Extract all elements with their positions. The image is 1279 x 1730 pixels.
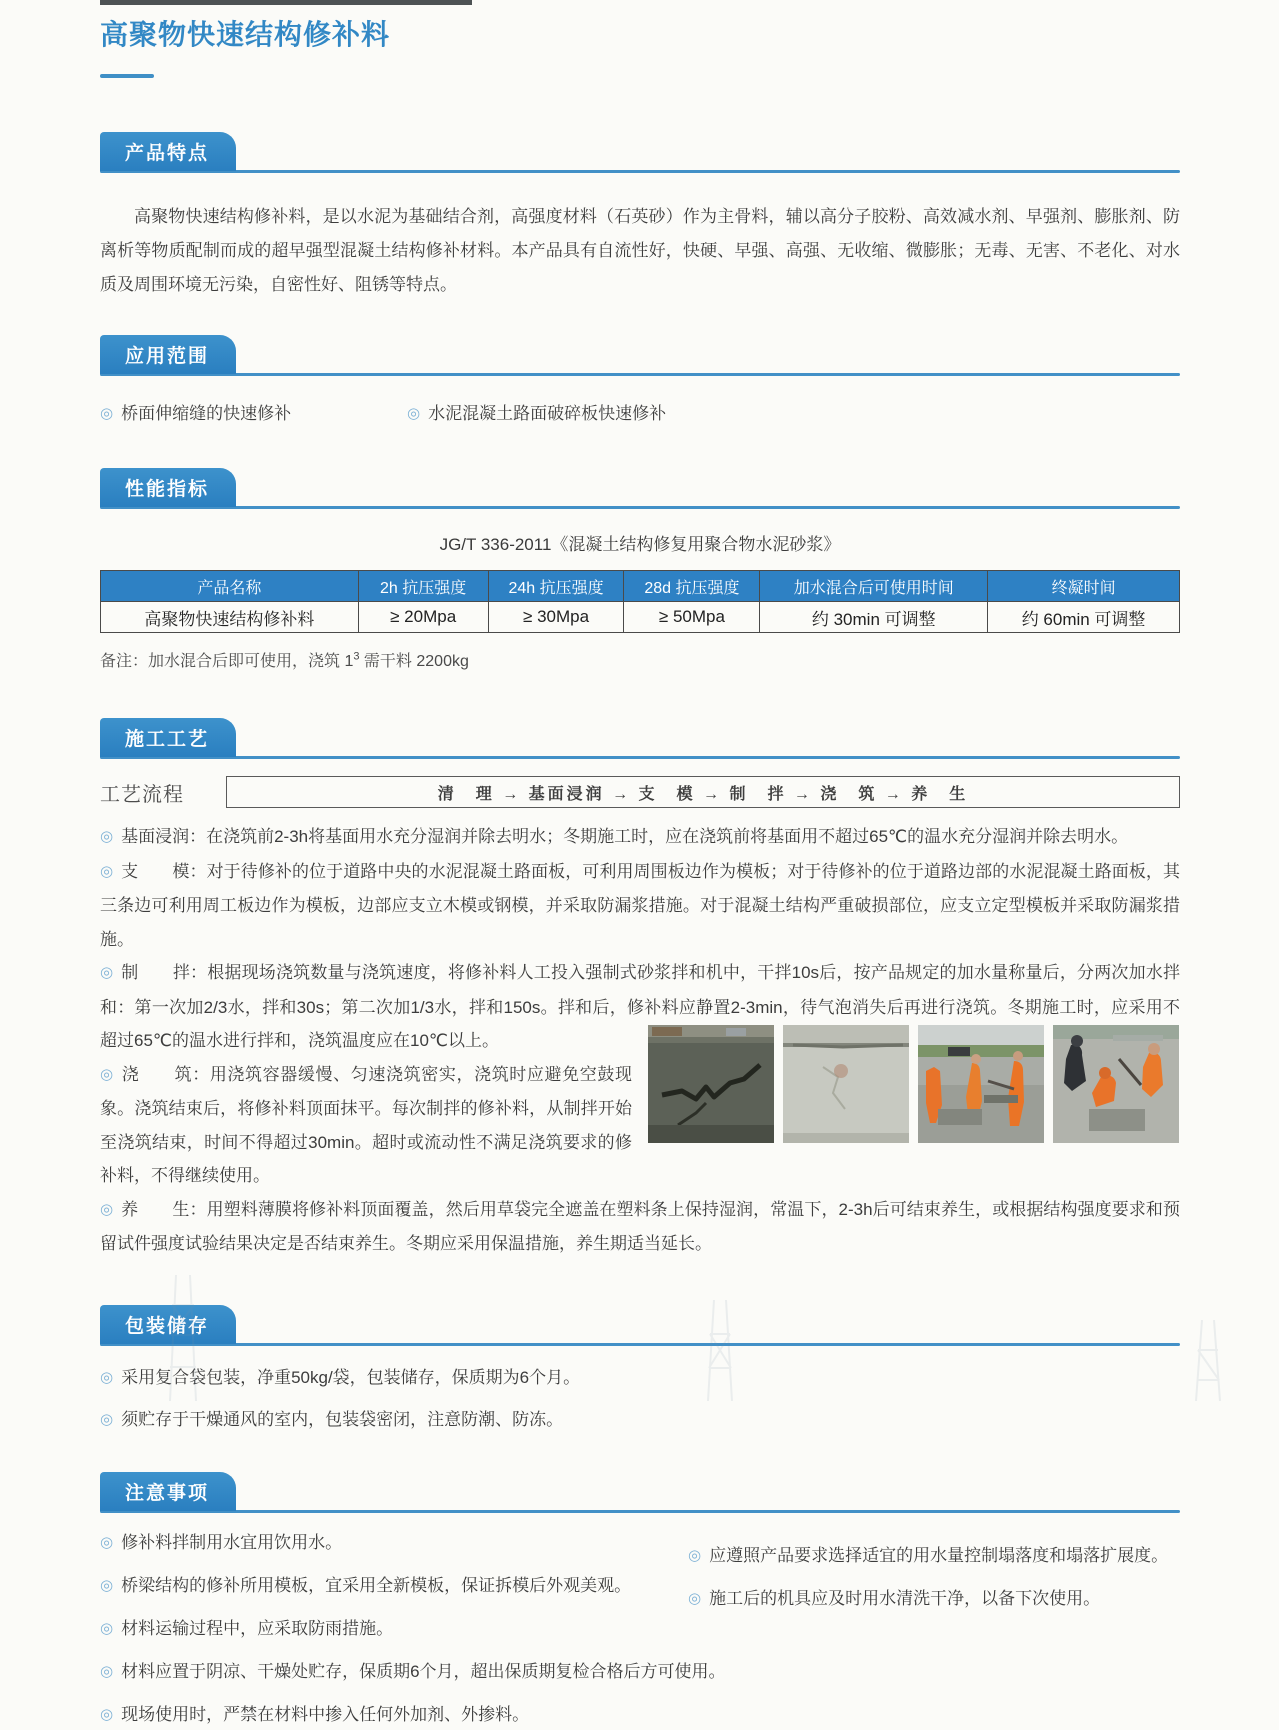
table-header-cell: 24h 抗压强度 <box>488 571 624 602</box>
note-item <box>100 1700 1180 1730</box>
section-header <box>100 335 1180 376</box>
section-packaging <box>100 1305 1180 1435</box>
cracked-concrete-slab-photo <box>783 1025 909 1143</box>
step-text: 用塑料薄膜将修补料顶面覆盖，然后用草袋完全遮盖在塑料条上保持湿润，常温下，2-3h后可结束养生，或根据结构强度要求和预留试件强度试验结果决定是否结束养生。冬期应采用保温措施，养生期适当延长。 <box>100 1199 1180 1253</box>
application-item <box>100 399 407 429</box>
section-rule <box>100 1343 1180 1346</box>
ring-bullet-icon: ◎ <box>688 1546 702 1564</box>
cracked-asphalt-pavement-photo <box>648 1025 774 1143</box>
section-application <box>100 335 1180 429</box>
section-rule <box>100 506 1180 509</box>
ring-bullet-icon: ◎ <box>100 1662 114 1680</box>
section-rule <box>100 1510 1180 1513</box>
table-note-superscript: 3 <box>353 650 360 663</box>
step-term: 养 生： <box>121 1199 207 1219</box>
section-header <box>100 718 1180 759</box>
step-curing <box>100 1193 1180 1261</box>
note-item-text: 桥梁结构的修补所用模板，宜采用全新模板，保证拆模后外观美观。 <box>121 1575 632 1595</box>
note-item <box>688 1584 1168 1614</box>
application-item <box>407 399 666 429</box>
table-header-row <box>101 571 1180 602</box>
ring-bullet-icon: ◎ <box>100 1533 114 1551</box>
table-note <box>100 648 1180 671</box>
ring-bullet-icon: ◎ <box>100 1705 114 1723</box>
watermark-tower-sketch <box>150 1275 220 1401</box>
application-item-text: 水泥混凝土路面破碎板快速修补 <box>428 404 667 423</box>
step-text: 用浇筑容器缓慢、匀速浇筑密实，浇筑时应避免空鼓现象。浇筑结束后，将修补料顶面抹平。每次制拌的修补料，从制拌开始至浇筑结束，时间不得超过30min。超时或流动性不满足浇筑要求的修补料，不得继续使用。 <box>100 1064 633 1185</box>
notes-list <box>100 1528 1180 1730</box>
features-paragraph: 高聚物快速结构修补料，是以水泥为基础结合剂，高强度材料（石英砂）作为主骨料，辅以高分子胶粉、高效减水剂、早强剂、膨胀剂、防离析等物质配制而成的超早强型混凝土结构修补材料。本产品具有自流性好，快硬、早强、高强、无收缩、微膨胀；无毒、无害、不老化、对水质及周围环境无污染，自密性好、阻锈等特点。 <box>100 207 1180 294</box>
watermark-tower-sketch <box>1180 1320 1240 1401</box>
table-header-cell: 产品名称 <box>101 571 359 602</box>
step-term: 浇 筑： <box>121 1064 210 1084</box>
table-row <box>101 602 1180 633</box>
ring-bullet-icon: ◎ <box>688 1589 702 1607</box>
step-term: 制 拌： <box>121 963 208 982</box>
step-term: 支 模： <box>121 861 207 881</box>
ring-bullet-icon: ◎ <box>100 1576 114 1594</box>
section-tab-performance: 性能指标 <box>100 468 236 507</box>
note-item <box>100 1657 1180 1687</box>
notes-right-column <box>688 1528 1168 1614</box>
step-surface-wetting <box>100 820 1180 855</box>
note-item-text: 材料运输过程中，应采取防雨措施。 <box>121 1618 394 1638</box>
step-text: 根据现场浇筑数量与浇筑速度，将修补料人工投入强制式砂浆拌和机中，干拌10s后，按产品规定的加水量称量后，分两次加水拌和：第一次加2/3水，拌和30s；第二次加1/3水，拌和150s。拌和后，修补料应静置2-3min，待气泡消失后再进行浇筑。冬期施工时，应采用不超过65℃的温水进行拌和，浇筑温度应在10℃以上。 <box>100 963 1180 1050</box>
table-cell: 约 30min 可调整 <box>760 602 988 633</box>
table-cell: ≥ 50Mpa <box>624 602 760 633</box>
section-header <box>100 1305 1180 1346</box>
table-cell: 高聚物快速结构修补料 <box>101 602 359 633</box>
step-term: 基面浸润： <box>121 827 207 846</box>
process-flow-label: 工艺流程 <box>100 783 184 806</box>
ring-bullet-icon: ◎ <box>100 1619 114 1637</box>
ring-bullet-icon: ◎ <box>100 1368 114 1386</box>
ring-bullet-icon: ◎ <box>100 828 114 845</box>
application-item-text: 桥面伸缩缝的快速修补 <box>121 404 292 423</box>
section-tab-packaging: 包装储存 <box>100 1305 236 1344</box>
process-flow-box: 清 理 → 基面浸润 → 支 模 → 制 拌 → 浇 筑 → 养 生 <box>226 776 1180 808</box>
ring-bullet-icon: ◎ <box>100 1200 114 1218</box>
step-text: 在浇筑前2-3h将基面用水充分湿润并除去明水；冬期施工时，应在浇筑前将基面用不超过65℃的温水充分湿润并除去明水。 <box>206 827 1129 846</box>
section-tab-features: 产品特点 <box>100 132 236 171</box>
section-header <box>100 132 1180 173</box>
packaging-item-text: 采用复合袋包装，净重50kg/袋，包装储存，保质期为6个月。 <box>121 1367 581 1387</box>
note-item <box>688 1541 1168 1571</box>
table-cell: ≥ 20Mpa <box>358 602 488 633</box>
section-notes <box>100 1472 1180 1730</box>
construction-steps <box>100 820 1180 1261</box>
note-item-text: 施工后的机具应及时用水清洗干净，以备下次使用。 <box>709 1588 1101 1608</box>
ring-bullet-icon: ◎ <box>100 964 114 981</box>
section-rule <box>100 373 1180 376</box>
note-item-text: 现场使用时，严禁在材料中掺入任何外加剂、外掺料。 <box>121 1704 530 1724</box>
table-note-text: 需干料 2200kg <box>359 653 469 670</box>
table-header-cell: 28d 抗压强度 <box>624 571 760 602</box>
packaging-items <box>100 1363 1180 1435</box>
step-formwork <box>100 855 1180 957</box>
ring-bullet-icon: ◎ <box>100 862 114 880</box>
table-cell: ≥ 30Mpa <box>488 602 624 633</box>
note-item <box>100 1614 1180 1644</box>
workers-pouring-repair-material-photo <box>1053 1025 1179 1143</box>
section-header <box>100 468 1180 509</box>
section-features <box>100 132 1180 302</box>
table-header-cell: 加水混合后可使用时间 <box>760 571 988 602</box>
packaging-item <box>100 1405 1180 1435</box>
note-item-text: 材料应置于阴凉、干燥处贮存，保质期6个月，超出保质期复检合格后方可使用。 <box>121 1661 726 1681</box>
packaging-item-text: 须贮存于干燥通风的室内，包装袋密闭，注意防潮、防冻。 <box>121 1409 564 1429</box>
section-tab-application: 应用范围 <box>100 335 236 374</box>
ring-bullet-icon: ◎ <box>100 405 114 422</box>
section-tab-notes: 注意事项 <box>100 1472 236 1511</box>
section-performance <box>100 468 1180 671</box>
note-item-text: 修补料拌制用水宜用饮用水。 <box>121 1532 343 1552</box>
process-flow-row <box>100 776 1180 808</box>
packaging-item <box>100 1363 1180 1393</box>
construction-photos <box>648 1025 1180 1143</box>
ring-bullet-icon: ◎ <box>407 405 421 422</box>
standard-reference: JG/T 336-2011《混凝土结构修复用聚合物水泥砂浆》 <box>439 535 841 554</box>
application-items <box>100 399 1180 429</box>
note-item-text: 应遵照产品要求选择适宜的用水量控制塌落度和塌落扩展度。 <box>709 1545 1169 1565</box>
section-construction <box>100 718 1180 1261</box>
section-rule <box>100 756 1180 759</box>
table-header-cell: 终凝时间 <box>988 571 1180 602</box>
watermark-tower-sketch <box>690 1300 750 1401</box>
performance-table <box>100 570 1180 633</box>
step-text: 对于待修补的位于道路中央的水泥混凝土路面板，可利用周围板边作为模板；对于待修补的位于道路边部的水泥混凝土路面板，其三条边可利用周工板边作为模板，边部应支立木模或钢模，并采取防漏浆措施。对于混凝土结构严重破损部位，应支立定型模板并采取防漏浆措施。 <box>100 861 1181 949</box>
ring-bullet-icon: ◎ <box>100 1410 114 1428</box>
table-cell: 约 60min 可调整 <box>988 602 1180 633</box>
section-tab-construction: 施工工艺 <box>100 718 236 757</box>
table-note-text: 备注：加水混合后即可使用，浇筑 1 <box>100 653 354 670</box>
ring-bullet-icon: ◎ <box>100 1065 114 1083</box>
section-rule <box>100 170 1180 173</box>
road-repair-workers-photo <box>918 1025 1044 1143</box>
table-header-cell: 2h 抗压强度 <box>358 571 488 602</box>
page-title: 高聚物快速结构修补料 <box>100 19 391 50</box>
title-underline <box>100 74 154 78</box>
section-header <box>100 1472 1180 1513</box>
